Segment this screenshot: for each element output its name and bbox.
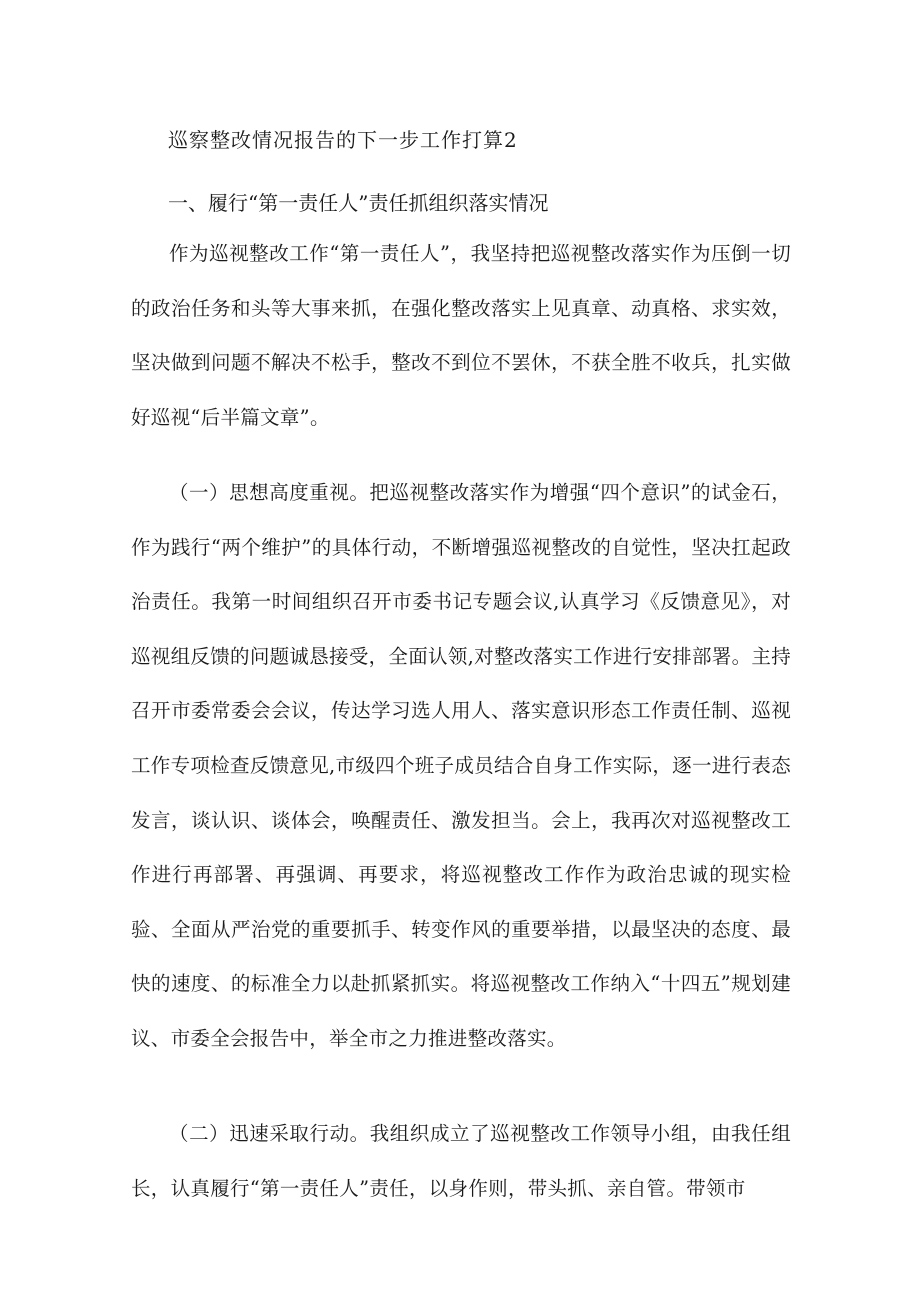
section-heading: 一、履行“第一责任人”责任抓组织落实情况 [168,191,549,215]
paragraph-rapid-action: （二）迅速采取行动。我组织成立了巡视整改工作领导小组，由我任组长，认真履行“第一责任人”责任，以身作则，带头抓、亲自管。带领市 [131,1122,791,1200]
document-title: 巡察整改情况报告的下一步工作打算2 [168,128,518,152]
paragraph-intro: 作为巡视整改工作“第一责任人”，我坚持把巡视整改落实作为压倒一切的政治任务和头等大事来抓，在强化整改落实上见真章、动真格、求实效，坚决做到问题不解决不松手，整改不到位不罢休，不获全胜不收兵，扎实做好巡视“后半篇文章”。 [131,242,791,429]
paragraph-thought-emphasis: （一）思想高度重视。把巡视整改落实作为增强“四个意识”的试金石，作为践行“两个维护”的具体行动，不断增强巡视整改的自觉性，坚决扛起政治责任。我第一时间组织召开市委书记专题会议,认真学习《反馈意见》，对巡视组反馈的问题诚恳接受，全面认领,对整改落实工作进行安排部署。主持召开市委常委会会议，传达学习选人用人、落实意识形态工作责任制、巡视工作专项检查反馈意见,市级四个班子成员结合自身工作实际，逐一进行表态发言，谈认识、谈体会，唤醒责任、激发担当。会上，我再次对巡视整改工作进行再部署、再强调、再要求，将巡视整改工作作为政治忠诚的现实检验、全面从严治党的重要抓手、转变作风的重要举措，以最坚决的态度、最快的速度、的标准全力以赴抓紧抓实。将巡视整改工作纳入“十四五”规划建议、市委全会报告中，举全市之力推进整改落实。 [131,481,791,1050]
